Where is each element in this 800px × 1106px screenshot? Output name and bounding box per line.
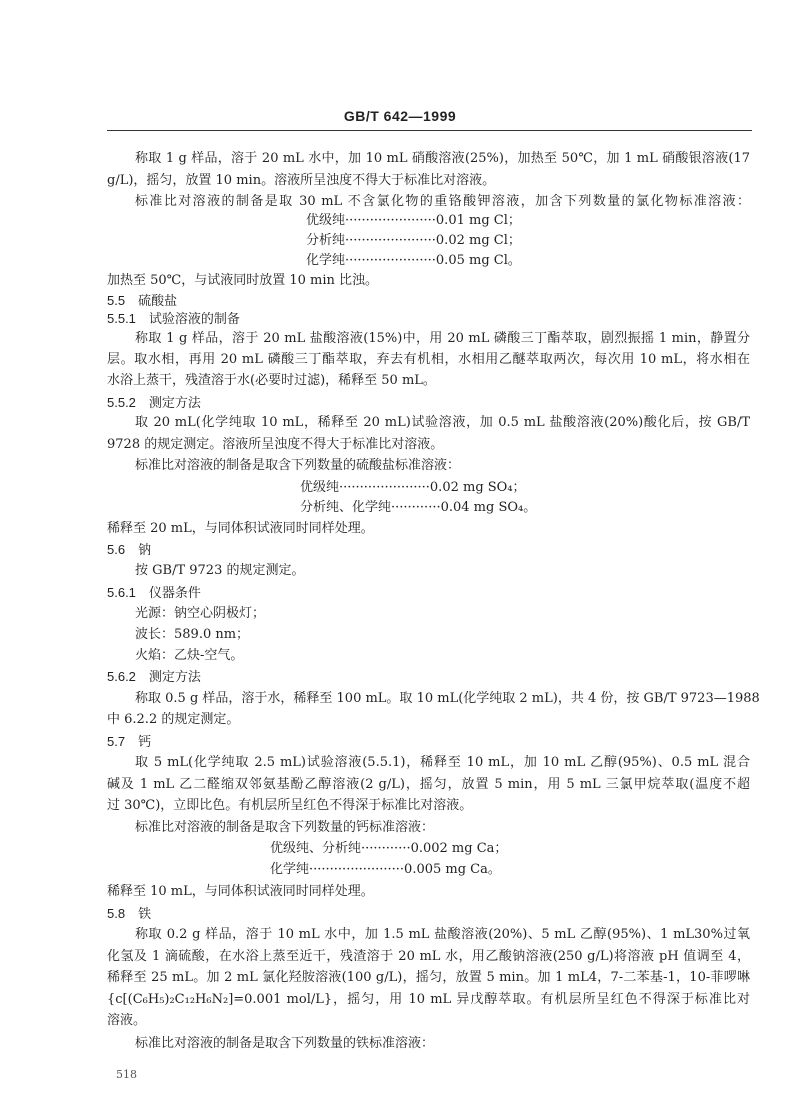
paragraph-line: 过 30℃)，立即比色。有机层所呈红色不得深于标准比对溶液。 bbox=[107, 798, 473, 813]
standard-list-item: 分析纯······················0.02 mg Cl； bbox=[306, 233, 521, 248]
section-heading: 5.7 钙 bbox=[107, 734, 152, 749]
section-heading: 5.6 钠 bbox=[107, 542, 152, 557]
section-heading: 5.5.2 测定方法 bbox=[107, 395, 201, 410]
standard-list-item: 分析纯、化学纯············0.04 mg SO₄。 bbox=[300, 500, 537, 515]
paragraph-line: 称取 0.5 g 样品，溶于水，稀释至 100 mL。取 10 mL(化学纯取 2 mL)，共 4 份，按 GB/T 9723—1988 bbox=[135, 691, 760, 706]
paragraph-line: 加热至 50℃，与试液同时放置 10 min 比浊。 bbox=[107, 273, 379, 288]
standard-list-item: 化学纯·······················0.005 mg Ca。 bbox=[270, 862, 501, 877]
standard-list-item: 优级纯······················0.02 mg SO₄； bbox=[300, 480, 526, 495]
paragraph-line: 9728 的规定测定。溶液所呈浊度不得大于标准比对溶液。 bbox=[107, 437, 444, 452]
header-rule bbox=[107, 130, 752, 131]
paragraph-line: 取 5 mL(化学纯取 2.5 mL)试验溶液(5.5.1)，稀释至 10 mL，加 10 mL 乙醇(95%)、0.5 mL 混合 bbox=[135, 755, 750, 770]
paragraph-line: 波长：589.0 nm； bbox=[135, 627, 250, 642]
paragraph-line: 稀释至 10 mL，与同体积试液同时同样处理。 bbox=[107, 884, 374, 899]
paragraph-line: 标准比对溶液的制备是取 30 mL 不含氯化物的重铬酸钾溶液，加含下列数量的氯化物标准溶液： bbox=[135, 194, 750, 209]
paragraph-line: g/L)，摇匀，放置 10 min。溶液所呈浊度不得大于标准比对溶液。 bbox=[107, 173, 496, 188]
paragraph-line: 化氢及 1 滴硫酸，在水浴上蒸至近干，残渣溶于 20 mL 水，用乙酸钠溶液(250 g/L)将溶液 pH 值调至 4， bbox=[107, 949, 750, 964]
paragraph-line: 称取 0.2 g 样品，溶于 10 mL 水中，加 1.5 mL 盐酸溶液(20%)、5 mL 乙醇(95%)、1 mL30%过氧 bbox=[135, 927, 750, 942]
paragraph-line: 层。取水相，再用 20 mL 磷酸三丁酯萃取，弃去有机相，水相用乙醚萃取两次，每次用 10 mL，将水相在 bbox=[107, 352, 750, 367]
standard-list-item: 优级纯······················0.01 mg Cl； bbox=[306, 213, 521, 228]
page-number: 518 bbox=[116, 1068, 137, 1081]
paragraph-line: 稀释至 25 mL。加 2 mL 氯化羟胺溶液(100 g/L)，摇匀，放置 5 min。加 1 mL4，7-二苯基-1，10-菲啰啉 bbox=[107, 970, 750, 985]
paragraph-line: 火焰：乙炔-空气。 bbox=[135, 648, 244, 663]
paragraph-line: 溶液。 bbox=[107, 1013, 147, 1028]
paragraph-line: 碱及 1 mL 乙二醛缩双邻氨基酚乙醇溶液(2 g/L)，摇匀，放置 5 min，用 5 mL 三氯甲烷萃取(温度不超 bbox=[107, 777, 750, 792]
paragraph-line: 水浴上蒸干，残渣溶于水(必要时过滤)，稀释至 50 mL。 bbox=[107, 373, 436, 388]
paragraph-line: {c[(C₆H₅)₂C₁₂H₆N₂]=0.001 mol/L}，摇匀，用 10 mL 异戊醇萃取。有机层所呈红色不得深于标准比对 bbox=[107, 992, 750, 1007]
standard-list-item: 优级纯、分析纯············0.002 mg Ca； bbox=[270, 841, 508, 856]
paragraph-line: 标准比对溶液的制备是取含下列数量的钙标准溶液： bbox=[135, 820, 435, 835]
paragraph-line: 标准比对溶液的制备是取含下列数量的硫酸盐标准溶液： bbox=[135, 458, 461, 473]
section-heading: 5.6.2 测定方法 bbox=[107, 669, 201, 684]
section-heading: 5.5.1 试验溶液的制备 bbox=[107, 311, 240, 326]
standard-list-item: 化学纯······················0.05 mg Cl。 bbox=[306, 253, 521, 268]
paragraph-line: 取 20 mL(化学纯取 10 mL，稀释至 20 mL)试验溶液，加 0.5 mL 盐酸溶液(20%)酸化后，按 GB/T bbox=[135, 415, 750, 430]
paragraph-line: 称取 1 g 样品，溶于 20 mL 水中，加 10 mL 硝酸溶液(25%)，加热至 50℃，加 1 mL 硝酸银溶液(17 bbox=[135, 151, 750, 166]
paragraph-line: 按 GB/T 9723 的规定测定。 bbox=[135, 563, 305, 578]
paragraph-line: 光源：钠空心阴极灯； bbox=[135, 606, 266, 621]
paragraph-line: 中 6.2.2 的规定测定。 bbox=[107, 712, 240, 727]
paragraph-line: 标准比对溶液的制备是取含下列数量的铁标准溶液： bbox=[135, 1036, 435, 1051]
paragraph-line: 稀释至 20 mL，与同体积试液同时同样处理。 bbox=[107, 521, 374, 536]
document-header: GB/T 642—1999 bbox=[343, 108, 457, 124]
section-heading: 5.6.1 仪器条件 bbox=[107, 585, 201, 600]
section-heading: 5.8 铁 bbox=[107, 906, 152, 921]
section-heading: 5.5 硫酸盐 bbox=[107, 293, 178, 308]
paragraph-line: 称取 1 g 样品，溶于 20 mL 盐酸溶液(15%)中，用 20 mL 磷酸三丁酯萃取，剧烈振摇 1 min，静置分 bbox=[135, 331, 750, 346]
